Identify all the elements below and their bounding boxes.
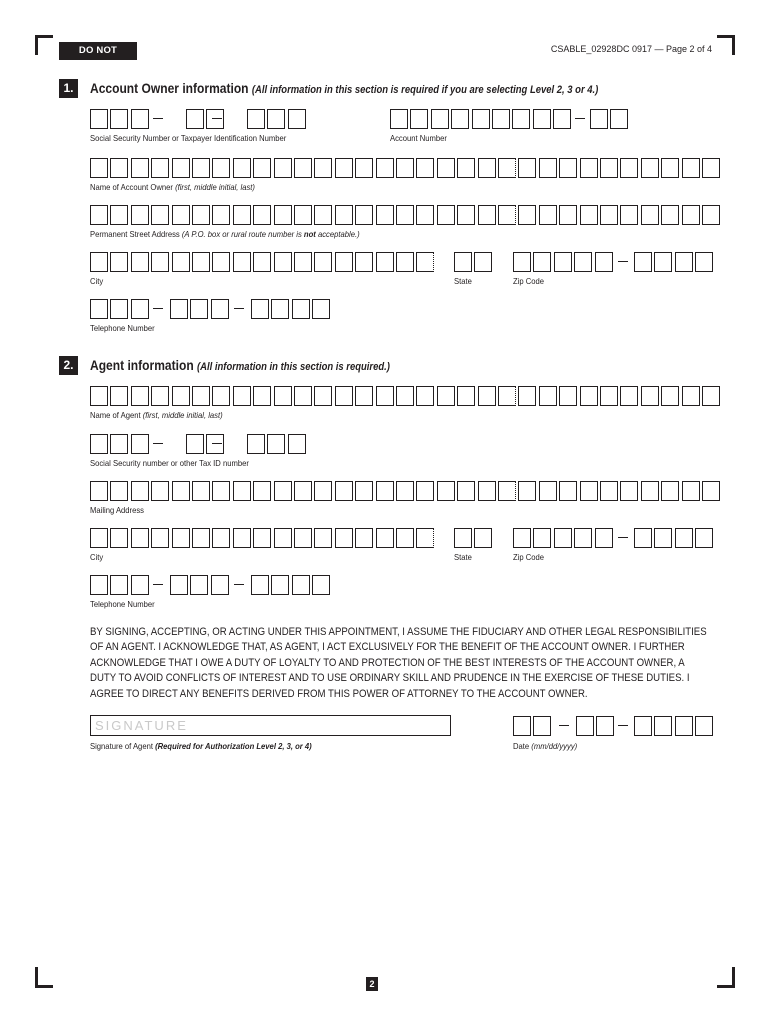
character-box[interactable]	[675, 528, 693, 548]
character-box[interactable]	[253, 528, 271, 548]
character-box[interactable]	[335, 481, 353, 501]
character-box[interactable]	[661, 158, 679, 178]
character-box[interactable]	[274, 158, 292, 178]
character-box[interactable]	[620, 386, 638, 406]
character-box[interactable]	[335, 386, 353, 406]
character-box[interactable]	[396, 252, 414, 272]
character-box[interactable]	[192, 386, 210, 406]
separator-dash	[153, 308, 163, 309]
separator-dash	[153, 118, 163, 119]
character-box[interactable]	[131, 158, 149, 178]
character-box[interactable]	[233, 158, 251, 178]
owner-phone-label: Telephone Number	[90, 323, 155, 333]
character-box[interactable]	[518, 205, 536, 225]
character-box[interactable]	[151, 205, 169, 225]
section-2-number: 2.	[59, 356, 78, 375]
section-2-subtitle: (All information in this section is required.)	[197, 361, 390, 373]
character-box[interactable]	[90, 386, 108, 406]
character-box[interactable]	[416, 252, 434, 272]
crop-mark-bottom-left-v	[35, 967, 38, 988]
character-box[interactable]	[355, 158, 373, 178]
character-box[interactable]	[271, 299, 289, 319]
character-box[interactable]	[478, 386, 496, 406]
character-box[interactable]	[416, 205, 434, 225]
character-box[interactable]	[355, 481, 373, 501]
character-box[interactable]	[654, 528, 672, 548]
character-box[interactable]	[492, 109, 510, 129]
agent-name-label	[90, 410, 223, 420]
character-box[interactable]	[634, 528, 652, 548]
character-box[interactable]	[233, 481, 251, 501]
character-box[interactable]	[212, 252, 230, 272]
character-box[interactable]	[559, 386, 577, 406]
owner-address-label-hint-b	[304, 229, 316, 239]
character-box[interactable]	[498, 205, 516, 225]
character-box[interactable]	[702, 481, 720, 501]
character-box[interactable]	[170, 299, 188, 319]
agent-signature-field[interactable]: SIGNATURE	[90, 715, 451, 736]
character-box[interactable]	[253, 205, 271, 225]
owner-address-label-main: Permanent Street Address	[90, 229, 180, 239]
character-box[interactable]	[90, 252, 108, 272]
section-2-title	[90, 357, 390, 373]
character-box[interactable]	[661, 481, 679, 501]
character-box[interactable]	[416, 481, 434, 501]
character-box[interactable]	[212, 386, 230, 406]
agent-mailing-label: Mailing Address	[90, 505, 145, 515]
character-box[interactable]	[675, 252, 693, 272]
character-box[interactable]	[695, 528, 713, 548]
character-box[interactable]	[437, 481, 455, 501]
character-box[interactable]	[702, 205, 720, 225]
owner-name-label-main: Name of Account Owner	[90, 182, 173, 192]
character-box[interactable]	[533, 528, 551, 548]
character-box[interactable]	[253, 158, 271, 178]
character-box[interactable]	[702, 158, 720, 178]
character-box[interactable]	[513, 252, 531, 272]
character-box[interactable]	[110, 434, 128, 454]
character-box[interactable]	[574, 528, 592, 548]
character-box[interactable]	[498, 158, 516, 178]
character-box[interactable]	[172, 481, 190, 501]
character-box[interactable]	[590, 109, 608, 129]
character-box[interactable]	[131, 205, 149, 225]
agent-name-label-main: Name of Agent	[90, 410, 141, 420]
separator-dash	[212, 443, 222, 444]
character-box[interactable]	[580, 386, 598, 406]
character-box[interactable]	[292, 575, 310, 595]
character-box[interactable]	[192, 528, 210, 548]
character-box[interactable]	[416, 158, 434, 178]
character-box[interactable]	[559, 158, 577, 178]
character-box[interactable]	[294, 205, 312, 225]
character-box[interactable]	[396, 481, 414, 501]
character-box[interactable]	[576, 716, 594, 736]
agent-name-label-hint: (first, middle initial, last)	[142, 410, 223, 420]
character-box[interactable]	[410, 109, 428, 129]
character-box[interactable]	[253, 481, 271, 501]
character-box[interactable]	[454, 252, 472, 272]
agent-ssn-label: Social Security number or other Tax ID number	[90, 458, 249, 468]
section-2-title-text: Agent information	[90, 357, 194, 373]
character-box[interactable]	[90, 158, 108, 178]
character-box[interactable]	[539, 481, 557, 501]
separator-dash	[234, 308, 244, 309]
character-box[interactable]	[498, 386, 516, 406]
character-box[interactable]	[695, 716, 713, 736]
signature-label-hint-bold: (Required for Authorization Level 2, 3, or 4)	[155, 741, 312, 751]
character-box[interactable]	[267, 434, 285, 454]
signature-label-hint	[155, 741, 312, 751]
character-box[interactable]	[376, 481, 394, 501]
character-box[interactable]	[212, 528, 230, 548]
page-number: 2	[366, 977, 378, 991]
character-box[interactable]	[437, 158, 455, 178]
date-label-hint: (mm/dd/yyyy)	[531, 741, 578, 751]
character-box[interactable]	[90, 299, 108, 319]
separator-dash	[618, 537, 628, 538]
character-box[interactable]	[559, 205, 577, 225]
character-box[interactable]	[396, 386, 414, 406]
character-box[interactable]	[355, 386, 373, 406]
date-label	[513, 741, 577, 751]
character-box[interactable]	[110, 481, 128, 501]
character-box[interactable]	[533, 109, 551, 129]
character-box[interactable]	[335, 205, 353, 225]
character-box[interactable]	[233, 252, 251, 272]
owner-name-label-hint: (first, middle initial, last)	[175, 182, 255, 192]
separator-dash	[559, 725, 569, 726]
character-box[interactable]	[251, 575, 269, 595]
character-box[interactable]	[247, 109, 265, 129]
character-box[interactable]	[559, 481, 577, 501]
character-box[interactable]	[355, 205, 373, 225]
date-label-main: Date	[513, 741, 530, 751]
character-box[interactable]	[253, 252, 271, 272]
character-box[interactable]	[233, 528, 251, 548]
separator-dash	[212, 118, 222, 119]
character-box[interactable]	[267, 109, 285, 129]
character-box[interactable]	[90, 528, 108, 548]
character-box[interactable]	[312, 299, 330, 319]
character-box[interactable]	[110, 575, 128, 595]
owner-zip-label: Zip Code	[513, 276, 545, 286]
owner-city-label: City	[90, 276, 104, 286]
character-box[interactable]	[151, 386, 169, 406]
character-box[interactable]	[580, 481, 598, 501]
character-box[interactable]	[355, 252, 373, 272]
owner-address-label-hint-a: (A P.O. box or rural route number is	[181, 229, 302, 239]
character-box[interactable]	[294, 528, 312, 548]
character-box[interactable]	[457, 481, 475, 501]
separator-dash	[234, 584, 244, 585]
character-box[interactable]	[533, 716, 551, 736]
crop-mark-top-left-v	[35, 35, 38, 55]
character-box[interactable]	[641, 158, 659, 178]
character-box[interactable]	[172, 528, 190, 548]
character-box[interactable]	[131, 528, 149, 548]
character-box[interactable]	[478, 158, 496, 178]
signature-label-main: Signature of Agent	[90, 741, 153, 751]
separator-dash	[618, 725, 628, 726]
character-box[interactable]	[376, 158, 394, 178]
character-box[interactable]	[457, 158, 475, 178]
character-box[interactable]	[211, 299, 229, 319]
character-box[interactable]	[192, 205, 210, 225]
character-box[interactable]	[661, 386, 679, 406]
character-box[interactable]	[253, 386, 271, 406]
character-box[interactable]	[682, 158, 700, 178]
character-box[interactable]	[595, 252, 613, 272]
character-box[interactable]	[288, 109, 306, 129]
character-box[interactable]	[654, 716, 672, 736]
character-box[interactable]	[190, 299, 208, 319]
separator-dash	[575, 118, 585, 119]
character-box[interactable]	[695, 252, 713, 272]
character-box[interactable]	[192, 481, 210, 501]
character-box[interactable]	[702, 386, 720, 406]
section-1-title-text: Account Owner information	[90, 80, 249, 96]
character-box[interactable]	[641, 481, 659, 501]
character-box[interactable]	[451, 109, 469, 129]
character-box[interactable]	[431, 109, 449, 129]
character-box[interactable]	[294, 252, 312, 272]
character-box[interactable]	[274, 386, 292, 406]
character-box[interactable]	[294, 481, 312, 501]
character-box[interactable]	[634, 252, 652, 272]
character-box[interactable]	[294, 386, 312, 406]
character-box[interactable]	[437, 386, 455, 406]
signature-label	[90, 741, 312, 751]
character-box[interactable]	[172, 386, 190, 406]
character-box[interactable]	[554, 252, 572, 272]
character-box[interactable]	[580, 158, 598, 178]
character-box[interactable]	[580, 205, 598, 225]
character-box[interactable]	[396, 528, 414, 548]
character-box[interactable]	[498, 481, 516, 501]
character-box[interactable]	[474, 528, 492, 548]
character-box[interactable]	[314, 528, 332, 548]
character-box[interactable]	[314, 481, 332, 501]
character-box[interactable]	[335, 528, 353, 548]
character-box[interactable]	[661, 205, 679, 225]
character-box[interactable]	[110, 109, 128, 129]
character-box[interactable]	[518, 386, 536, 406]
character-box[interactable]	[186, 434, 204, 454]
character-box[interactable]	[172, 252, 190, 272]
character-box[interactable]	[682, 205, 700, 225]
owner-address-label-hint-c: acceptable.)	[317, 229, 360, 239]
character-box[interactable]	[131, 481, 149, 501]
owner-address-label-not: not	[303, 229, 316, 239]
character-box[interactable]	[474, 252, 492, 272]
character-box[interactable]	[131, 252, 149, 272]
character-box[interactable]	[110, 158, 128, 178]
character-box[interactable]	[110, 528, 128, 548]
character-box[interactable]	[610, 109, 628, 129]
agent-city-label: City	[90, 552, 104, 562]
character-box[interactable]	[186, 109, 204, 129]
agent-acknowledgement-text: BY SIGNING, ACCEPTING, OR ACTING UNDER THIS APPOINTMENT, I ASSUME THE FIDUCIARY AND OTHER LEGAL RESPONSIBILITIES OF AN AGENT. I ACKNOWLEDGE THAT, AS AGENT, I ACT EXCLUSIVELY FOR THE BENEFIT OF THE ACCOUNT OWNER. I FURTHER ACKNOWLEDGE THAT I OWE A DUTY OF LOYALTY TO AND PROTECTION OF THE BEST INTERESTS OF THE ACCOUNT OWNER, A DUTY TO AVOID CONFLICTS OF INTEREST AND TO USE ORDINARY SKILL AND PRUDENCE IN THE EXERCISE OF THESE DUTIES. I AGREE TO DIRECT ANY BENEFITS DERIVED FROM THIS POWER OF ATTORNEY TO THE ACCOUNT OWNER.	[90, 626, 707, 700]
character-box[interactable]	[110, 299, 128, 319]
character-box[interactable]	[554, 528, 572, 548]
character-box[interactable]	[513, 716, 531, 736]
section-1-number: 1.	[59, 79, 78, 98]
character-box[interactable]	[90, 434, 108, 454]
character-box[interactable]	[620, 205, 638, 225]
character-box[interactable]	[335, 158, 353, 178]
character-box[interactable]	[376, 252, 394, 272]
character-box[interactable]	[294, 158, 312, 178]
character-box[interactable]	[512, 109, 530, 129]
character-box[interactable]	[172, 205, 190, 225]
crop-mark-top-right-v	[732, 35, 735, 55]
character-box[interactable]	[274, 205, 292, 225]
character-box[interactable]	[539, 205, 557, 225]
character-box[interactable]	[682, 386, 700, 406]
character-box[interactable]	[192, 158, 210, 178]
character-box[interactable]	[172, 158, 190, 178]
character-box[interactable]	[654, 252, 672, 272]
character-box[interactable]	[416, 386, 434, 406]
character-box[interactable]	[478, 481, 496, 501]
character-box[interactable]	[675, 716, 693, 736]
character-box[interactable]	[233, 386, 251, 406]
character-box[interactable]	[355, 528, 373, 548]
character-box[interactable]	[131, 386, 149, 406]
separator-dash	[153, 443, 163, 444]
character-box[interactable]	[212, 205, 230, 225]
agent-phone-label: Telephone Number	[90, 599, 155, 609]
character-box[interactable]	[539, 158, 557, 178]
character-box[interactable]	[271, 575, 289, 595]
character-box[interactable]	[596, 716, 614, 736]
character-box[interactable]	[518, 158, 536, 178]
character-box[interactable]	[131, 434, 149, 454]
character-box[interactable]	[620, 158, 638, 178]
owner-address-label	[90, 229, 360, 239]
character-box[interactable]	[682, 481, 700, 501]
character-box[interactable]	[553, 109, 571, 129]
character-box[interactable]	[314, 252, 332, 272]
character-box[interactable]	[641, 386, 659, 406]
character-box[interactable]	[151, 158, 169, 178]
character-box[interactable]	[376, 205, 394, 225]
character-box[interactable]	[518, 481, 536, 501]
character-box[interactable]	[574, 252, 592, 272]
character-box[interactable]	[533, 252, 551, 272]
character-box[interactable]	[539, 386, 557, 406]
character-box[interactable]	[90, 575, 108, 595]
character-box[interactable]	[274, 252, 292, 272]
character-box[interactable]	[634, 716, 652, 736]
character-box[interactable]	[211, 575, 229, 595]
character-box[interactable]	[396, 205, 414, 225]
do-not-staple-badge: DO NOT STAPLE	[59, 42, 137, 60]
crop-mark-bottom-right-v	[732, 967, 735, 988]
character-box[interactable]	[335, 252, 353, 272]
character-box[interactable]	[600, 205, 618, 225]
character-box[interactable]	[110, 205, 128, 225]
character-box[interactable]	[288, 434, 306, 454]
character-box[interactable]	[376, 528, 394, 548]
agent-zip-label: Zip Code	[513, 552, 545, 562]
character-box[interactable]	[212, 158, 230, 178]
character-box[interactable]	[233, 205, 251, 225]
character-box[interactable]	[90, 481, 108, 501]
character-box[interactable]	[641, 205, 659, 225]
character-box[interactable]	[376, 386, 394, 406]
character-box[interactable]	[131, 109, 149, 129]
character-box[interactable]	[131, 299, 149, 319]
character-box[interactable]	[620, 481, 638, 501]
character-box[interactable]	[212, 481, 230, 501]
owner-name-label	[90, 182, 255, 192]
character-box[interactable]	[251, 299, 269, 319]
character-box[interactable]	[457, 205, 475, 225]
section-1-title	[90, 80, 598, 96]
character-box[interactable]	[472, 109, 490, 129]
owner-state-label: State	[454, 276, 472, 286]
character-box[interactable]	[600, 386, 618, 406]
character-box[interactable]	[110, 252, 128, 272]
character-box[interactable]	[457, 386, 475, 406]
separator-dash	[153, 584, 163, 585]
character-box[interactable]	[192, 252, 210, 272]
character-box[interactable]	[90, 109, 108, 129]
character-box[interactable]	[314, 386, 332, 406]
character-box[interactable]	[151, 252, 169, 272]
character-box[interactable]	[454, 528, 472, 548]
character-box[interactable]	[595, 528, 613, 548]
character-box[interactable]	[151, 528, 169, 548]
form-code: CSABLE_02928DC 0917 — Page 2 of 4	[550, 44, 712, 54]
character-box[interactable]	[274, 481, 292, 501]
character-box[interactable]	[513, 528, 531, 548]
character-box[interactable]	[396, 158, 414, 178]
character-box[interactable]	[600, 481, 618, 501]
character-box[interactable]	[110, 386, 128, 406]
agent-state-label: State	[454, 552, 472, 562]
character-box[interactable]	[90, 205, 108, 225]
character-box[interactable]	[190, 575, 208, 595]
character-box[interactable]	[151, 481, 169, 501]
character-box[interactable]	[390, 109, 408, 129]
character-box[interactable]	[416, 528, 434, 548]
separator-dash	[618, 261, 628, 262]
character-box[interactable]	[437, 205, 455, 225]
character-box[interactable]	[478, 205, 496, 225]
character-box[interactable]	[314, 158, 332, 178]
character-box[interactable]	[292, 299, 310, 319]
owner-ssn-label: Social Security Number or Taxpayer Identification Number	[90, 133, 287, 143]
character-box[interactable]	[274, 528, 292, 548]
character-box[interactable]	[314, 205, 332, 225]
character-box[interactable]	[131, 575, 149, 595]
character-box[interactable]	[600, 158, 618, 178]
character-box[interactable]	[247, 434, 265, 454]
owner-account-number-label: Account Number	[390, 133, 447, 143]
section-1-subtitle: (All information in this section is required if you are selecting Level 2, 3 or 4.)	[251, 84, 599, 96]
character-box[interactable]	[312, 575, 330, 595]
character-box[interactable]	[170, 575, 188, 595]
